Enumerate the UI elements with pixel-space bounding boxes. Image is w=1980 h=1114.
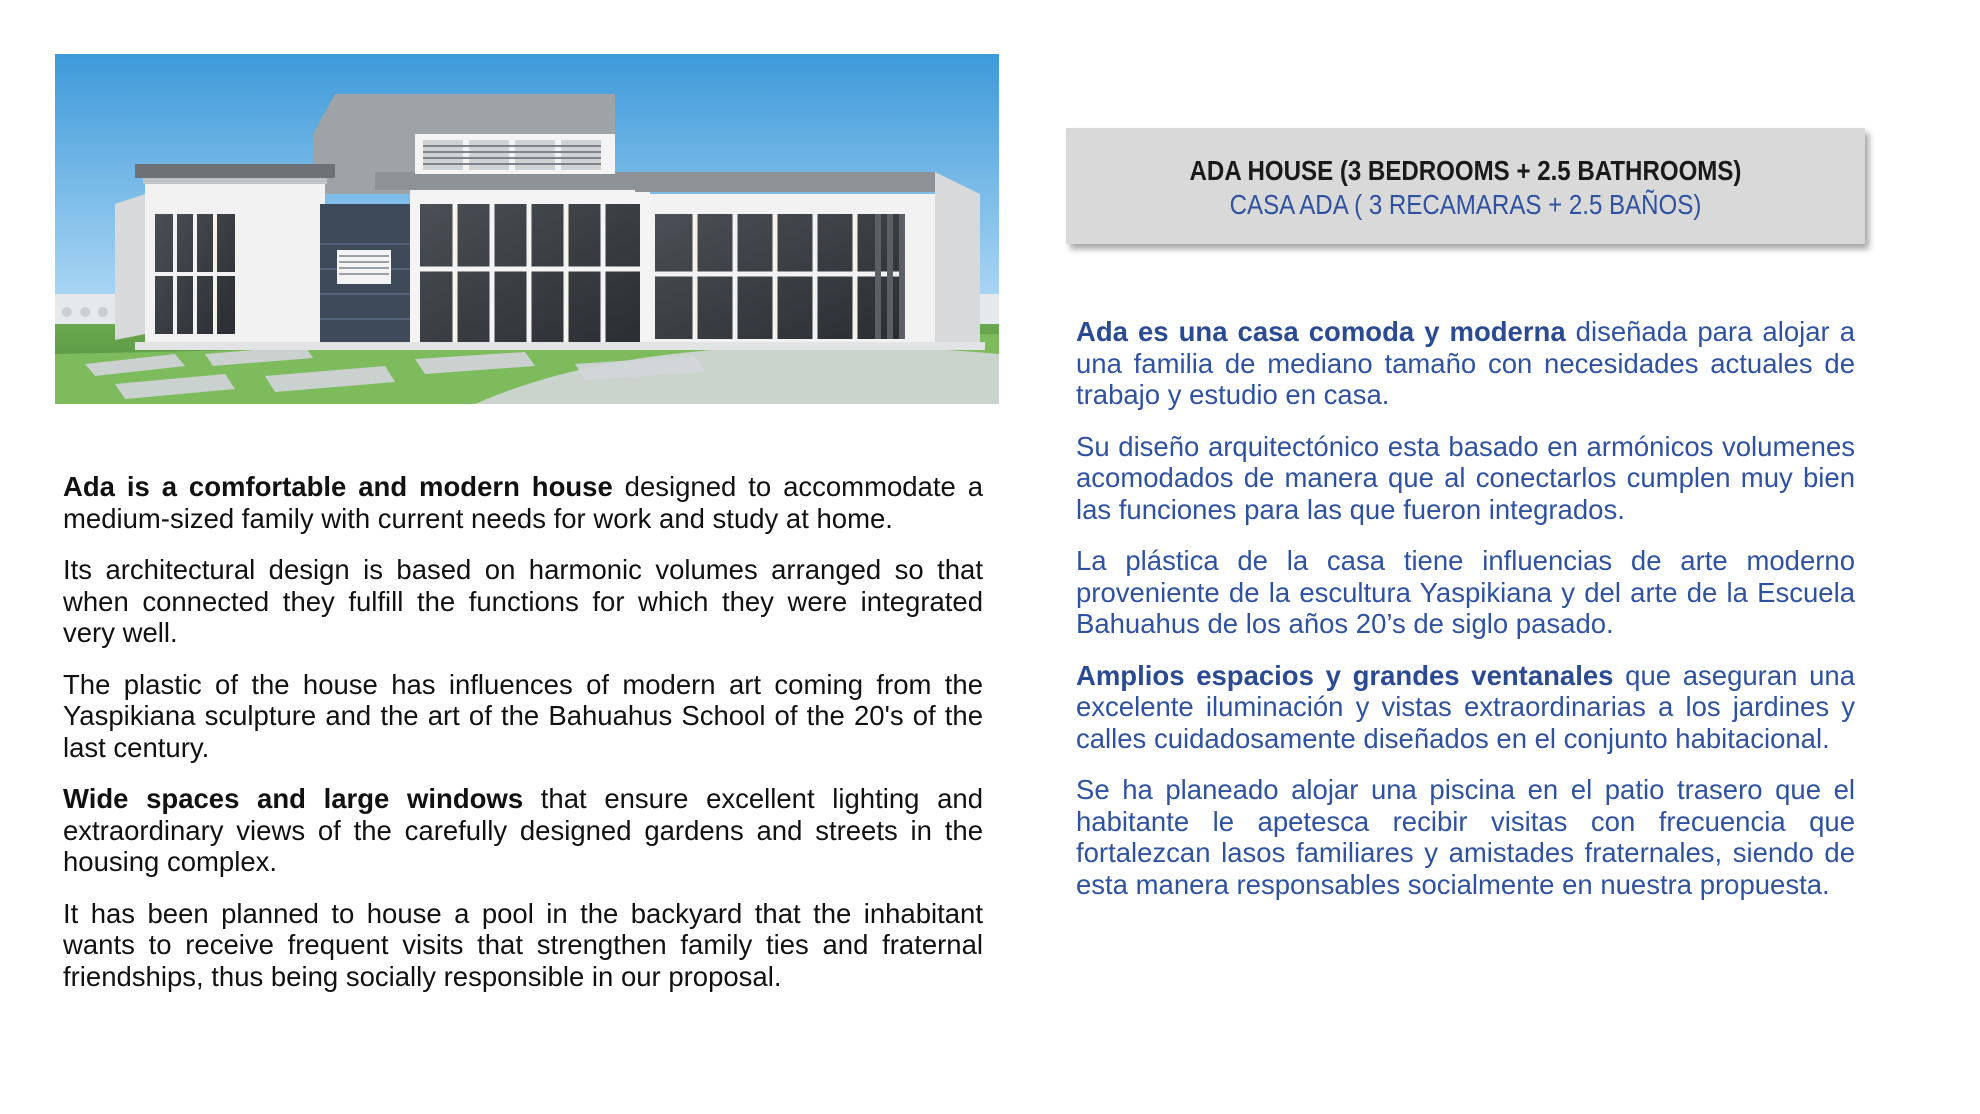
english-paragraph-4 — [63, 783, 983, 878]
english-paragraph-3: The plastic of the house has influences of modern art coming from the Yaspikiana sculpture and the art of the Bahuahus School of the 20's of the last century. — [63, 668, 983, 763]
spanish-paragraph-2: Su diseño arquitectónico esta basado en armónicos volumenes acomodados de manera que al conectarlos cumplen muy bien las funciones para las que fueron integrados. — [1076, 430, 1855, 525]
english-p1-bold: Ada is a comfortable and modern house — [63, 471, 613, 502]
spanish-description — [1076, 316, 1855, 920]
title-box — [1066, 128, 1865, 244]
house-illustration — [55, 54, 999, 404]
english-p4-rest: that ensure excellent lighting and extraordinary views of the carefully designed gardens and streets in the housing complex. — [63, 783, 983, 877]
english-p4-bold: Wide spaces and large windows — [63, 783, 524, 814]
english-paragraph-2: Its architectural design is based on harmonic volumes arranged so that when connected they fulfill the functions for which they were integrated very well. — [63, 554, 983, 648]
english-paragraph-1 — [63, 471, 983, 534]
spanish-paragraph-5: Se ha planeado alojar una piscina en el patio trasero que el habitante le apetesca recibir visitas con frecuencia que fortalezcan lasos familiares y amistades fraternales, siendo de esta manera responsables socialmente en nuestra propuesta. — [1076, 774, 1855, 900]
title-spanish: CASA ADA ( 3 RECAMARAS + 2.5 BAÑOS) — [1229, 189, 1702, 220]
spanish-p1-bold: Ada es una casa comoda y moderna — [1076, 316, 1566, 347]
english-p1-rest: designed to accommodate a medium-sized family with current needs for work and study at home. — [63, 471, 983, 534]
spanish-p1-rest: diseñada para alojar a una familia de mediano tamaño con necesidades actuales de trabajo y estudio en casa. — [1076, 316, 1855, 410]
spanish-paragraph-4 — [1076, 660, 1855, 755]
spanish-paragraph-1 — [1076, 316, 1855, 411]
spanish-p4-rest: que aseguran una excelente iluminación y vistas extraordinarias a los jardines y calles cuidadosamente diseñados en el conjunto habitacional. — [1076, 659, 1856, 754]
english-paragraph-5: It has been planned to house a pool in the backyard that the inhabitant wants to receive frequent visits that strengthen family ties and fraternal friendships, thus being socially responsible in our proposal. — [63, 897, 983, 992]
house-rendering-image — [55, 54, 999, 404]
spanish-p4-bold: Amplios espacios y grandes ventanales — [1076, 659, 1614, 691]
title-english: ADA HOUSE (3 BEDROOMS + 2.5 BATHROOMS) — [1189, 155, 1742, 186]
spanish-paragraph-3: La plástica de la casa tiene influencias de arte moderno proveniente de la escultura Yaspikiana y del arte de la Escuela Bahuahus de los años 20’s de siglo pasado. — [1076, 545, 1855, 639]
english-description — [63, 471, 983, 1012]
